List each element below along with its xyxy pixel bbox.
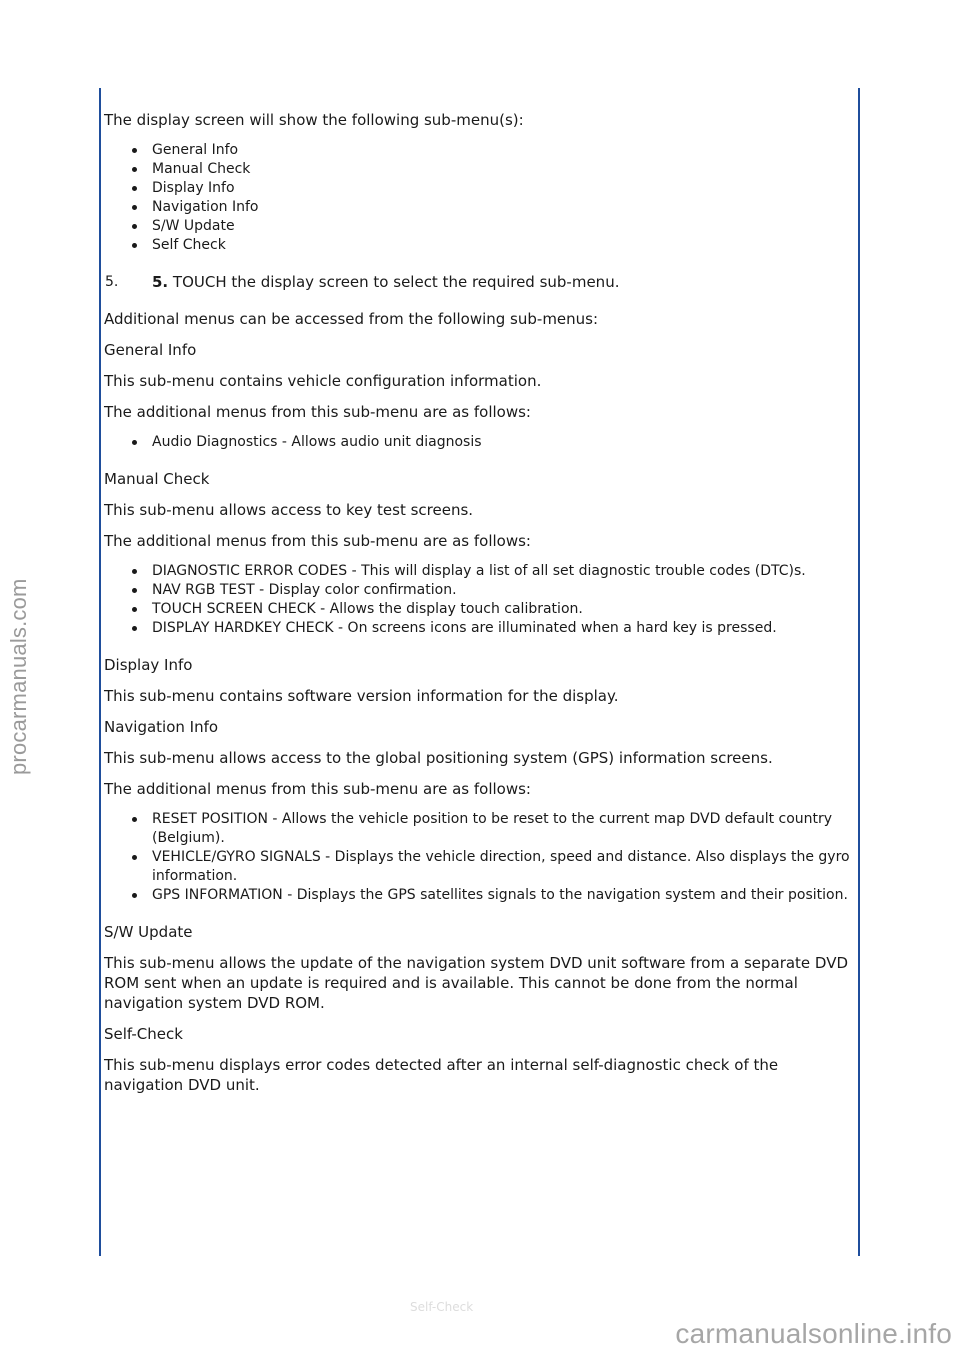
additional-intro: Additional menus can be accessed from the following sub-menus: [104, 310, 599, 328]
navigation-info-heading: Navigation Info [104, 718, 219, 736]
general-info-list [104, 433, 856, 452]
step-text: TOUCH the display screen to select the required sub-menu. [168, 273, 620, 291]
self-check-heading: Self-Check [104, 1025, 183, 1043]
list-item: DIAGNOSTIC ERROR CODES - This will display a list of all set diagnostic trouble codes (DTC)s. [152, 562, 856, 581]
list-item: RESET POSITION - Allows the vehicle position to be reset to the current map DVD default country (Belgium). [152, 810, 856, 848]
general-info-heading: General Info [104, 341, 197, 359]
display-info-desc: This sub-menu contains software version information for the display. [104, 687, 619, 705]
list-item: Self Check [152, 236, 856, 255]
manual-check-desc: This sub-menu allows access to key test screens. [104, 501, 474, 519]
general-info-desc: This sub-menu contains vehicle configuration information. [104, 372, 542, 390]
list-item: NAV RGB TEST - Display color confirmation. [152, 581, 856, 600]
submenu-list [104, 141, 856, 255]
general-info-lead: The additional menus from this sub-menu are as follows: [104, 403, 531, 421]
manual-check-list [104, 562, 856, 638]
manual-page-content [104, 110, 856, 1106]
manual-check-heading: Manual Check [104, 470, 210, 488]
manual-check-lead: The additional menus from this sub-menu are as follows: [104, 532, 531, 550]
right-border-rule [858, 88, 860, 1256]
list-item: General Info [152, 141, 856, 160]
list-item: TOUCH SCREEN CHECK - Allows the display touch calibration. [152, 600, 856, 619]
display-info-heading: Display Info [104, 656, 193, 674]
navigation-info-lead: The additional menus from this sub-menu are as follows: [104, 780, 531, 798]
list-item: Navigation Info [152, 198, 856, 217]
bottom-watermark: carmanualsonline.info [675, 1318, 952, 1349]
navigation-info-list [104, 810, 856, 905]
list-item: VEHICLE/GYRO SIGNALS - Displays the vehicle direction, speed and distance. Also displays the gyro information. [152, 848, 856, 886]
sw-update-desc: This sub-menu allows the update of the navigation system DVD unit software from a separate DVD ROM sent when an update is required and is available. This cannot be done from the normal navigation system DVD ROM. [104, 954, 849, 1012]
navigation-info-desc: This sub-menu allows access to the global positioning system (GPS) information screens. [104, 749, 773, 767]
sw-update-heading: S/W Update [104, 923, 193, 941]
list-item: Display Info [152, 179, 856, 198]
step-number: 5. [105, 274, 119, 290]
intro-text: The display screen will show the following sub-menu(s): [104, 111, 524, 129]
step-bold-number: 5. [152, 273, 169, 291]
side-watermark: procarmanuals.com [6, 578, 31, 775]
list-item: Audio Diagnostics - Allows audio unit diagnosis [152, 433, 856, 452]
list-item: Manual Check [152, 160, 856, 179]
list-item: DISPLAY HARDKEY CHECK - On screens icons are illuminated when a hard key is pressed. [152, 619, 856, 638]
step-5 [104, 272, 856, 292]
self-check-desc: This sub-menu displays error codes detected after an internal self-diagnostic check of the navigation DVD unit. [104, 1056, 779, 1094]
left-border-rule [99, 88, 101, 1256]
list-item: S/W Update [152, 217, 856, 236]
list-item: GPS INFORMATION - Displays the GPS satellites signals to the navigation system and their position. [152, 886, 856, 905]
page-number: Self-Check [410, 1300, 474, 1314]
